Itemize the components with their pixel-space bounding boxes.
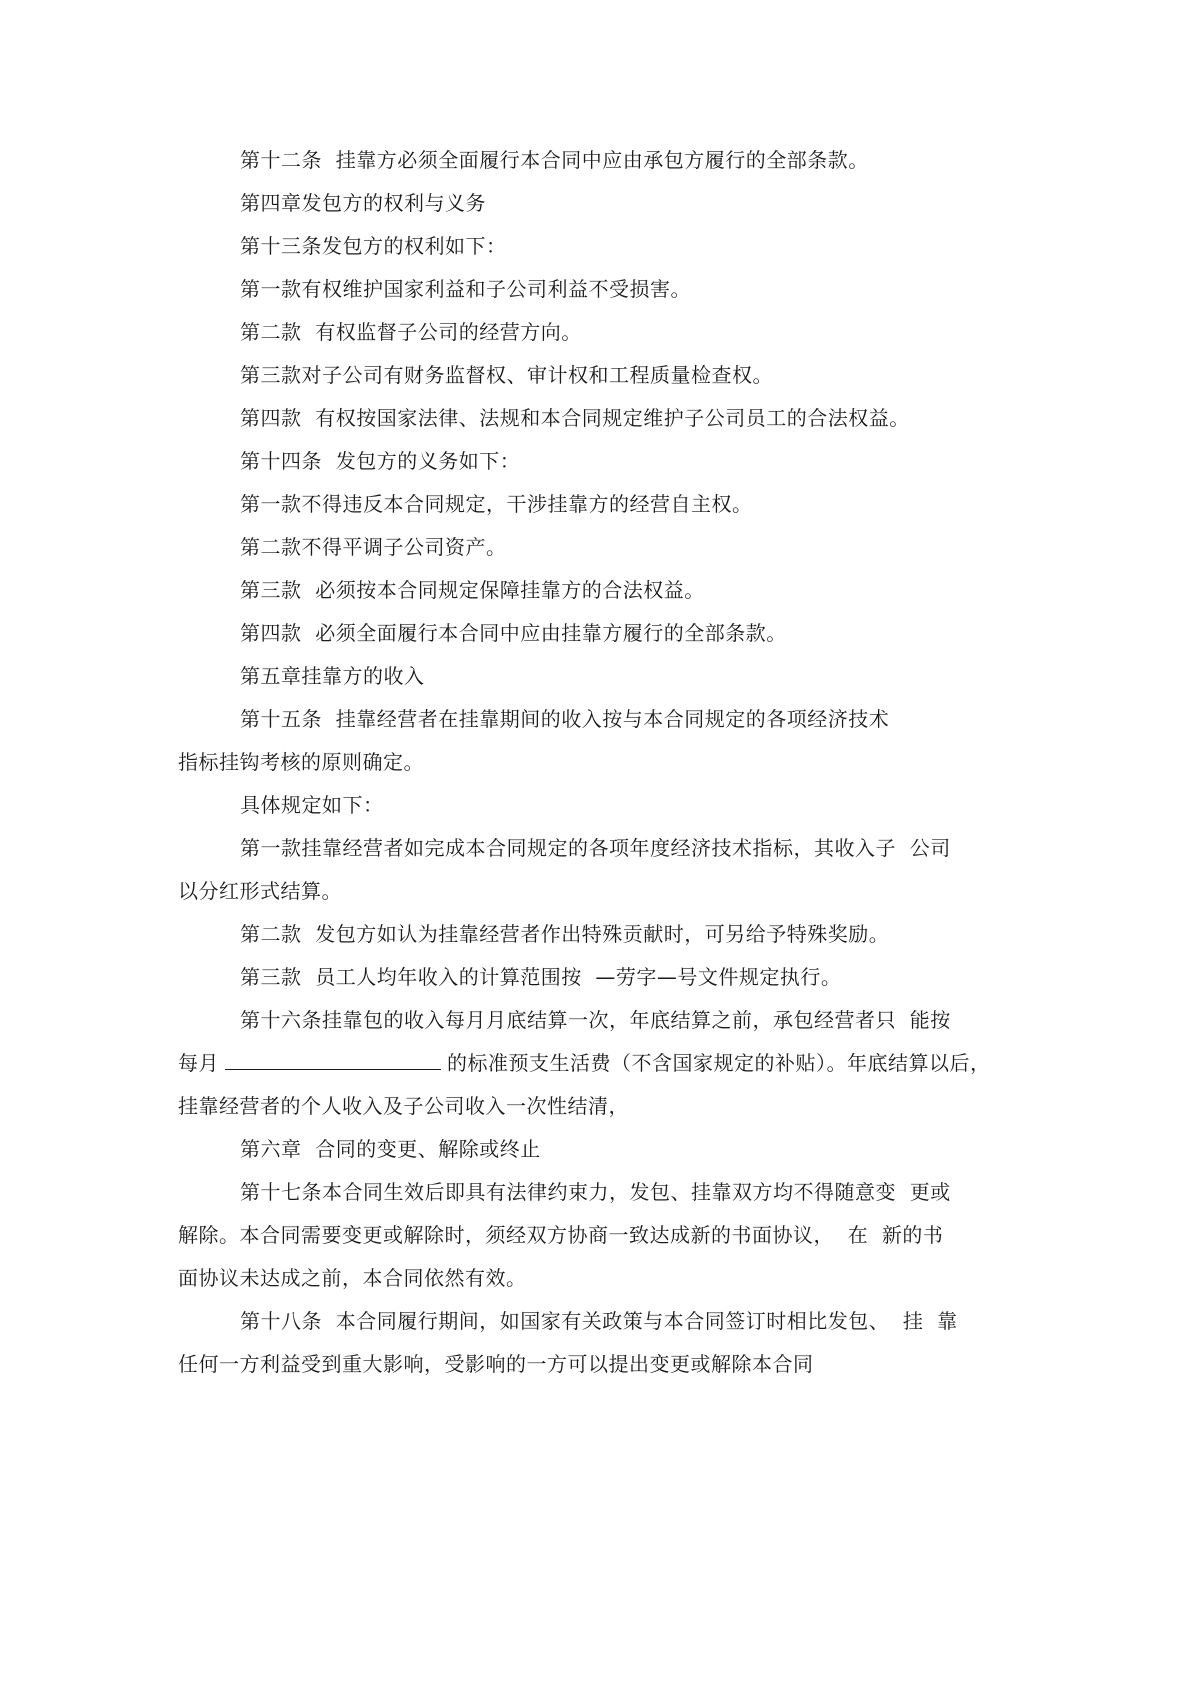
article-13-clause-1: 第一款有权维护国家利益和子公司利益不受损害。 <box>240 277 691 301</box>
article-13-clause-4: 第四款 有权按国家法律、法规和本合同规定维护子公司员工的合法权益。 <box>240 406 910 430</box>
monthly-label: 每月 <box>178 1051 219 1075</box>
article-18-line-1: 第十八条 本合同履行期间，如国家有关政策与本合同签订时相比发包、 挂 靠 <box>240 1309 958 1333</box>
article-15-clause-2: 第二款 发包方如认为挂靠经营者作出特殊贡献时，可另给予特殊奖励。 <box>240 922 890 946</box>
article-17-line-3: 面协议未达成之前，本合同依然有效。 <box>178 1266 527 1290</box>
article-15-clause-1-line-2: 以分红形式结算。 <box>178 879 342 903</box>
article-14: 第十四条 发包方的义务如下： <box>240 449 521 473</box>
article-17-line-1: 第十七条本合同生效后即具有法律约束力，发包、挂靠双方均不得随意变 更或 <box>240 1180 951 1204</box>
chapter-5-heading: 第五章挂靠方的收入 <box>240 664 425 688</box>
article-15-line-1: 第十五条 挂靠经营者在挂靠期间的收入按与本合同规定的各项经济技术 <box>240 707 890 731</box>
article-14-clause-4: 第四款 必须全面履行本合同中应由挂靠方履行的全部条款。 <box>240 621 787 645</box>
article-14-clause-2: 第二款不得平调子公司资产。 <box>240 535 507 559</box>
article-14-clause-1: 第一款不得违反本合同规定，干涉挂靠方的经营自主权。 <box>240 492 753 516</box>
article-15-line-2: 指标挂钩考核的原则确定。 <box>178 750 424 774</box>
article-17-line-2: 解除。本合同需要变更或解除时，须经双方协商一致达成新的书面协议， 在 新的书 <box>178 1223 944 1247</box>
article-14-clause-3: 第三款 必须按本合同规定保障挂靠方的合法权益。 <box>240 578 705 602</box>
monthly-rule-text: 的标准预支生活费（不含国家规定的补贴）。年底结算以后， <box>447 1051 991 1075</box>
chapter-4-heading: 第四章发包方的权利与义务 <box>240 191 486 215</box>
article-13-clause-3: 第三款对子公司有财务监督权、审计权和工程质量检查权。 <box>240 363 773 387</box>
article-13-clause-2: 第二款 有权监督子公司的经营方向。 <box>240 320 582 344</box>
article-13: 第十三条发包方的权利如下： <box>240 234 507 258</box>
amount-blank-field <box>225 1049 441 1070</box>
chapter-6-heading: 第六章 合同的变更、解除或终止 <box>240 1137 541 1161</box>
article-15-clause-1-line-1: 第一款挂靠经营者如完成本合同规定的各项年度经济技术指标，其收入子 公司 <box>240 836 951 860</box>
article-16-line-2 <box>178 1049 991 1077</box>
article-16-line-1: 第十六条挂靠包的收入每月月底结算一次，年底结算之前，承包经营者只 能按 <box>240 1008 951 1032</box>
specific-rules-heading: 具体规定如下： <box>240 793 384 817</box>
article-12: 第十二条 挂靠方必须全面履行本合同中应由承包方履行的全部条款。 <box>240 148 869 172</box>
article-15-clause-3: 第三款 员工人均年收入的计算范围按 —劳字—号文件规定执行。 <box>240 965 842 989</box>
article-18-line-2: 任何一方利益受到重大影响，受影响的一方可以提出变更或解除本合同 <box>178 1352 814 1376</box>
article-16-line-3: 挂靠经营者的个人收入及子公司收入一次性结清， <box>178 1094 629 1118</box>
